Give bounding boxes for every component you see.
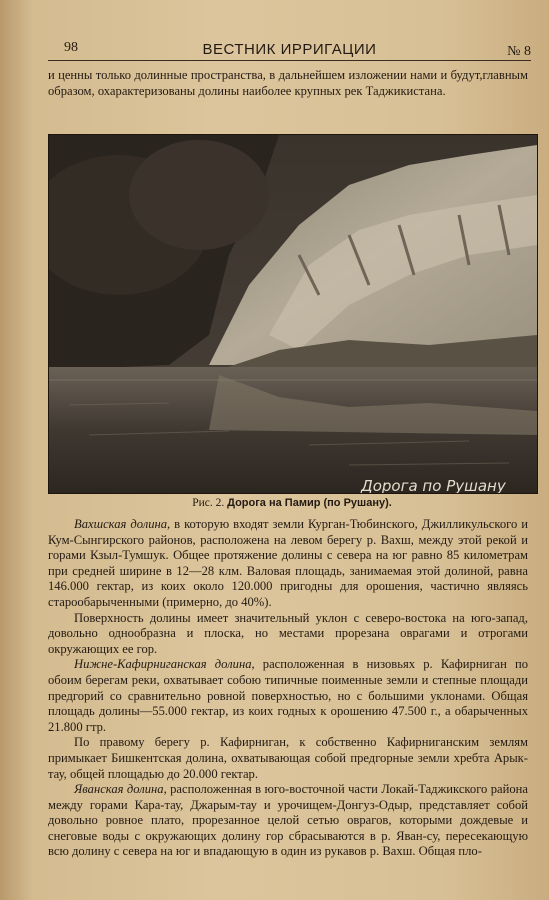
vakhsh-paragraph xyxy=(48,517,528,611)
figure-caption xyxy=(48,497,536,509)
intro-paragraph: и ценны только долинные пространства, в дальнейшем изложении нами и будут,главным образом, охарактеризованы долины наиболее крупных рек Таджикистана. xyxy=(48,68,528,98)
photo-inscription: Дорога по Рушану xyxy=(361,477,506,493)
surface-paragraph: Поверхность долины имеет значительный уклон с северо-востока на юго-запад, довольно однообразна и плоска, но местами прорезана оврагами и отрогами окружающих ее гор. xyxy=(48,610,528,656)
caption-label: Рис. 2. xyxy=(192,497,225,509)
running-header xyxy=(48,38,531,61)
yavan-paragraph xyxy=(48,782,528,860)
intro-block xyxy=(48,68,528,99)
river-photo-illustration xyxy=(49,135,537,493)
body-text xyxy=(48,517,528,860)
page-number: 98 xyxy=(64,40,78,55)
issue-number: № 8 xyxy=(507,44,531,59)
river-photograph xyxy=(48,134,538,494)
kafirnigan-valley-heading: Нижне-Кафирниганская долина, xyxy=(74,657,255,672)
kafirnigan-valley-text: расположенная в низовьях р. Кафирниган по обоим берегам реки, охватывает собою типичные поименные земли и степные площади предгорий со сравнительно ровной поверхностью, но с большими уклонами. Общая площадь долины—55.000 гектар, из коих годных к орошению 47.500 г., а обарыченных 21.800 гтр. xyxy=(48,657,528,734)
bishkent-paragraph: По правому берегу р. Кафирниган, к собственно Кафирниганским землям примыкает Бишкентская долина, охватывающая собой предгорные земли хребта Арык-тау, общей площадью до 20.000 гектар. xyxy=(48,735,528,781)
yavan-valley-text: расположенная в юго-восточной части Локай-Таджикского района между горами Кара-тау, Джарым-тау и урочищем-Донгуз-Одыр, представляет собой довольно ровное плато, прорезанное целой сетью оврагов, которыми дождевые и снеговые воды с окружающих долину гор сбрасываются в р. Яван-су, пересекающую всю долину с севера на юг и впадающую в один из рукавов р. Вахш. Общая пло- xyxy=(48,782,528,859)
caption-title: Дорога на Памир (по Рушану). xyxy=(227,497,392,509)
vakhsh-valley-heading: Вахшская долина, xyxy=(74,517,171,531)
vakhsh-valley-text: в которую входят земли Курган-Тюбинского, Джилликульского и Кум-Сынгирского районов, расположена на левом берегу р. Вахш, между этой рекой и горами Кзыл-Тумшук. Общее протяжение долины с севера на юг равно 85 километрам при средней ширине в 12—28 клм. Валовая площадь, занимаемая этой долиной, равна 146.000 гектар, из коих около 120.000 пригодны для орошения, частично являясь старообарыченными (примерно, до 40%). xyxy=(48,517,528,609)
kafirnigan-paragraph xyxy=(48,657,528,735)
journal-title: ВЕСТНИК ИРРИГАЦИИ xyxy=(202,41,377,58)
yavan-valley-heading: Яванская долина, xyxy=(74,782,167,797)
